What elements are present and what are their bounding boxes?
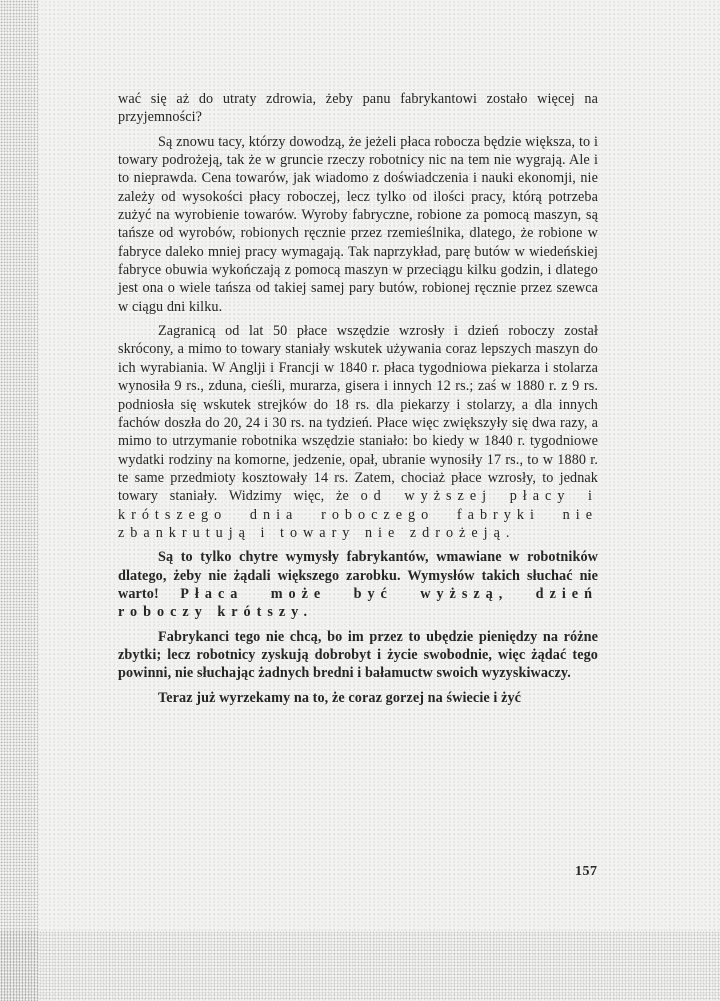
paragraph-continuation: [118, 90, 598, 127]
paragraph-manufacturers-claims: [118, 548, 598, 621]
paragraph-prices-argument: [118, 133, 598, 316]
paragraph-text: Zagranicą od lat 50 płace wszędzie wzrosły i dzień roboczy został skrócony, a mimo to towary staniały wskutek używania coraz lepszych maszyn do ich wyrabiania. W Anglji i Francji w 1840 r. płaca tygodniowa piekarza i stolarza wynosiła 9 rs., zduna, cieśli, murarza, gisera i innych 12 rs.; zaś w 1880 r. z 9 rs. podniosła się wskutek strejków do 18 rs. dla piekarzy i stolarzy, a dla innych fachów doszła do 20, 24 i 30 rs. na tydzień. Płace więc zwiększyły się dwa razy, a mimo to utrzymanie robotnika wszędzie staniało: bo kiedy w 1840 r. tygodniowe wydatki rodziny na komorne, jedzenie, opał, ubranie wynosiły 17 rs., to w 1880 r. te same przedmioty kosztowały 14 rs. Zatem, chociaż płace wzrosły, to jednak towary staniały. Widzimy więc, że: [118, 323, 598, 505]
paragraph-workers-demand: [118, 628, 598, 683]
paragraph-wages-history: [118, 322, 598, 542]
paragraph-complaint-start: [118, 689, 598, 707]
paragraph-text: Są to tylko chytre wymysły fabrykantów, wmawiane w robotników dlatego, żeby nie żądali większego zarobku. Wymysłów takich słuchać nie warto!: [118, 549, 598, 602]
page-number: 157: [575, 864, 598, 879]
scan-bottom-edge-shading: [0, 931, 720, 1001]
scan-left-edge-shading: [0, 0, 38, 1001]
spaced-emphasis-text: od wyższej płacy i krótszego dnia roboczego fabryki nie zbankrutują i towary nie zdrożeją.: [118, 488, 598, 541]
paragraph-text: Są znowu tacy, którzy dowodzą, że jeżeli płaca robocza będzie większa, to i towary podrożeją, tak że w gruncie rzeczy robotnicy nic na tem nie wygrają. Ale i to nieprawda. Cena towarów, jak wiadomo z doświadczenia i nauki ekonomji, nie zależy od wysokości płacy roboczej, lecz tylko od ilości pracy, którą potrzeba zużyć na wyrobienie towarów. Wyroby fabryczne, robione za pomocą maszyn, są tańsze od wyrobów, robionych ręcznie przez rzemieślnika, dlatego, że robione w fabryce daleko mniej pracy wymagają. Tak naprzykład, parę butów w wiedeńskiej fabryce obuwia wykończają z pomocą maszyn w przeciągu kilku godzin, i dlatego jest ona o wiele tańsza od takiej samej pary butów, robionej ręcznie przez szewca w ciągu dni kilku.: [118, 133, 598, 315]
paragraph-text: wać się aż do utraty zdrowia, żeby panu fabrykantowi zostało więcej na przyjemności?: [118, 91, 598, 126]
spaced-emphasis-text: Płaca może być wyższą, dzień roboczy krótszy.: [118, 585, 598, 621]
paragraph-text: Teraz już wyrzekamy na to, że coraz gorzej na świecie i żyć: [158, 689, 522, 706]
paragraph-text: Fabrykanci tego nie chcą, bo im przez to ubędzie pieniędzy na różne zbytki; lecz robotnicy zyskują dobrobyt i życie swobodnie, więc żądać tego powinni, nie słuchając żadnych bredni i bałamuctw swoich wyzyskiwaczy.: [118, 628, 598, 682]
page-text-block: [118, 90, 598, 713]
